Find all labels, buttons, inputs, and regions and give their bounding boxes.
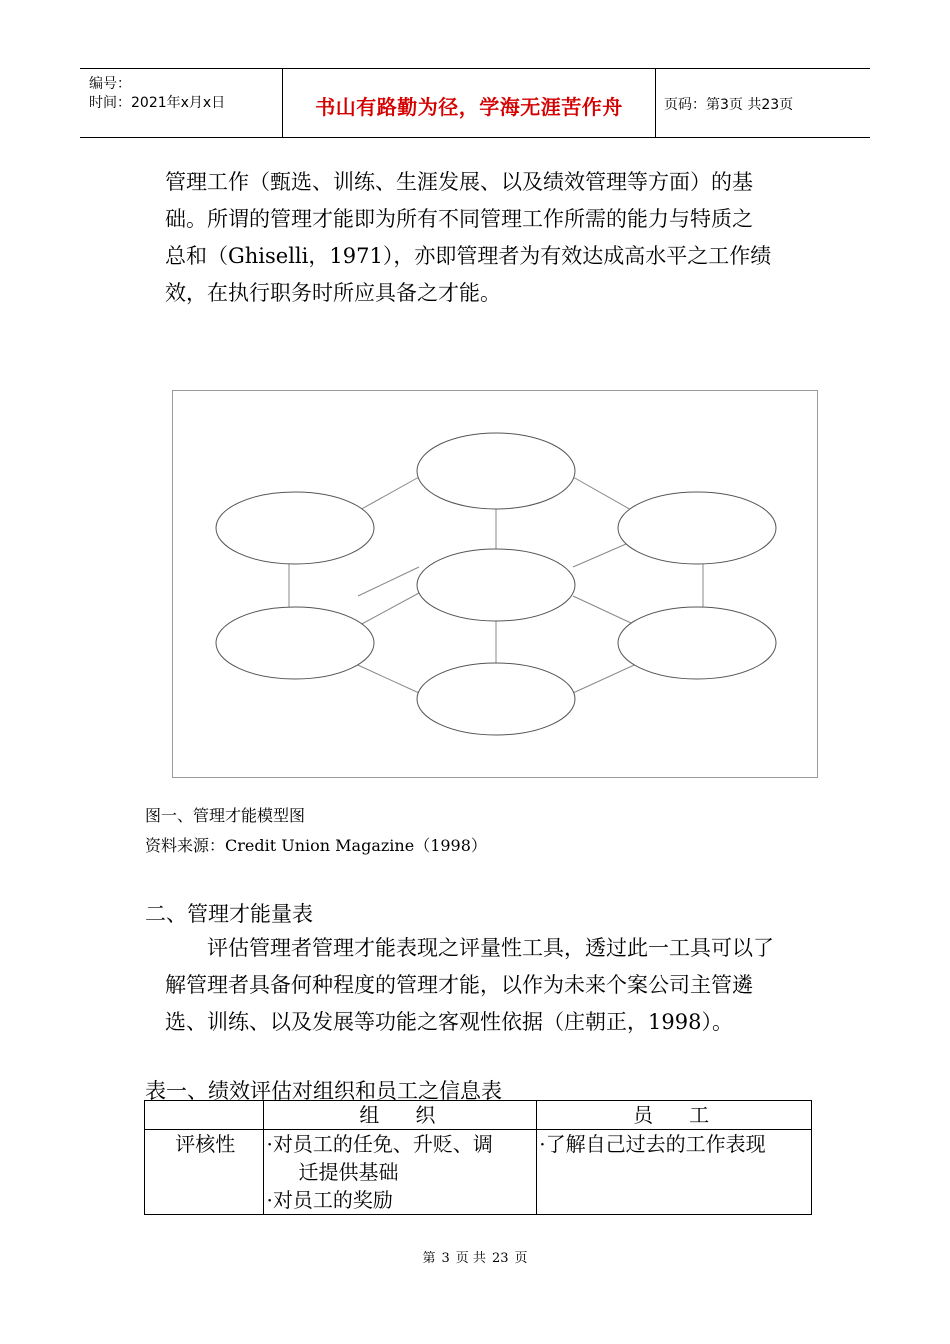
footer-suffix: 页 [514, 1251, 528, 1266]
figure-caption: 图一、管理才能模型图 [145, 806, 306, 825]
model-diagram [173, 391, 819, 779]
connector-center-lower-left [358, 593, 419, 626]
table-header-cell: 组 织 [264, 1101, 537, 1130]
table-row [145, 1130, 812, 1215]
table-title: 表一、绩效评估对组织和员工之信息表 [145, 1079, 502, 1103]
performance-info-table [144, 1100, 812, 1215]
organization-cell [264, 1130, 537, 1215]
section-paragraph [165, 930, 815, 1041]
text-line: 评估管理者管理才能表现之评量性工具，透过此一工具可以了 [165, 936, 774, 960]
connector-bottom-left [349, 661, 419, 693]
ellipse-lower-left [216, 607, 374, 679]
footer-mid: 页 共 [455, 1251, 486, 1266]
connector-top-left [358, 477, 419, 511]
footer-total-pages: 23 [491, 1251, 509, 1266]
cell-line: ·对员工的奖励 [266, 1188, 393, 1212]
connector-bottom-right [573, 661, 643, 693]
text-line: 础。所谓的管理才能即为所有不同管理工作所需的能力与特质之 [165, 207, 753, 231]
cell-line: ·了解自己过去的工作表现 [539, 1132, 766, 1156]
ellipse-upper-right [618, 492, 776, 564]
table-header-row [145, 1101, 812, 1130]
management-competency-model-figure [172, 390, 818, 778]
page-footer [0, 1247, 950, 1266]
header-page-cell [655, 69, 870, 137]
document-number-label: 编号： [89, 76, 131, 92]
connector-center-lower-right [573, 596, 631, 623]
header-page-info: 页码：第3页 共23页 [664, 97, 794, 113]
text-line: 管理工作（甄选、训练、生涯发展、以及绩效管理等方面）的基 [165, 170, 753, 194]
text-line: 总和（Ghiselli，1971），亦即管理者为有效达成高水平之工作绩 [165, 244, 772, 268]
cell-line: ·对员工的任免、升贬、调 [266, 1132, 493, 1156]
header-motto: 书山有路勤为径，学海无涯苦作舟 [315, 95, 623, 119]
footer-page-number: 3 [441, 1251, 450, 1266]
section-title: 二、管理才能量表 [145, 902, 313, 926]
employee-cell [537, 1130, 812, 1215]
ellipse-upper-left [216, 492, 374, 564]
document-time-label: 时间：2021年x月x日 [89, 95, 226, 111]
page-header [80, 68, 870, 138]
header-meta-cell [80, 69, 282, 137]
figure-source: 资料来源：Credit Union Magazine（1998） [145, 836, 487, 855]
table-header-cell [145, 1101, 264, 1130]
cell-line: 迁提供基础 [298, 1160, 399, 1184]
ellipse-lower-right [618, 607, 776, 679]
connector-center-upper-left [358, 567, 419, 596]
row-label: 评核性 [175, 1132, 236, 1156]
table-header-cell: 员 工 [537, 1101, 812, 1130]
header-motto-cell [282, 69, 656, 137]
footer-prefix: 第 [422, 1251, 436, 1266]
text-line: 效，在执行职务时所应具备之才能。 [165, 281, 501, 305]
text-line: 解管理者具备何种程度的管理才能，以作为未来个案公司主管遴 [165, 973, 753, 997]
connector-center-upper-right [573, 541, 633, 567]
intro-paragraph [165, 164, 815, 312]
row-label-cell [145, 1130, 264, 1215]
text-line: 选、训练、以及发展等功能之客观性依据（庄朝正，1998）。 [165, 1010, 733, 1034]
ellipse-top [417, 433, 575, 509]
connector-top-right [573, 477, 633, 511]
ellipse-center [417, 549, 575, 621]
ellipse-bottom [417, 663, 575, 735]
